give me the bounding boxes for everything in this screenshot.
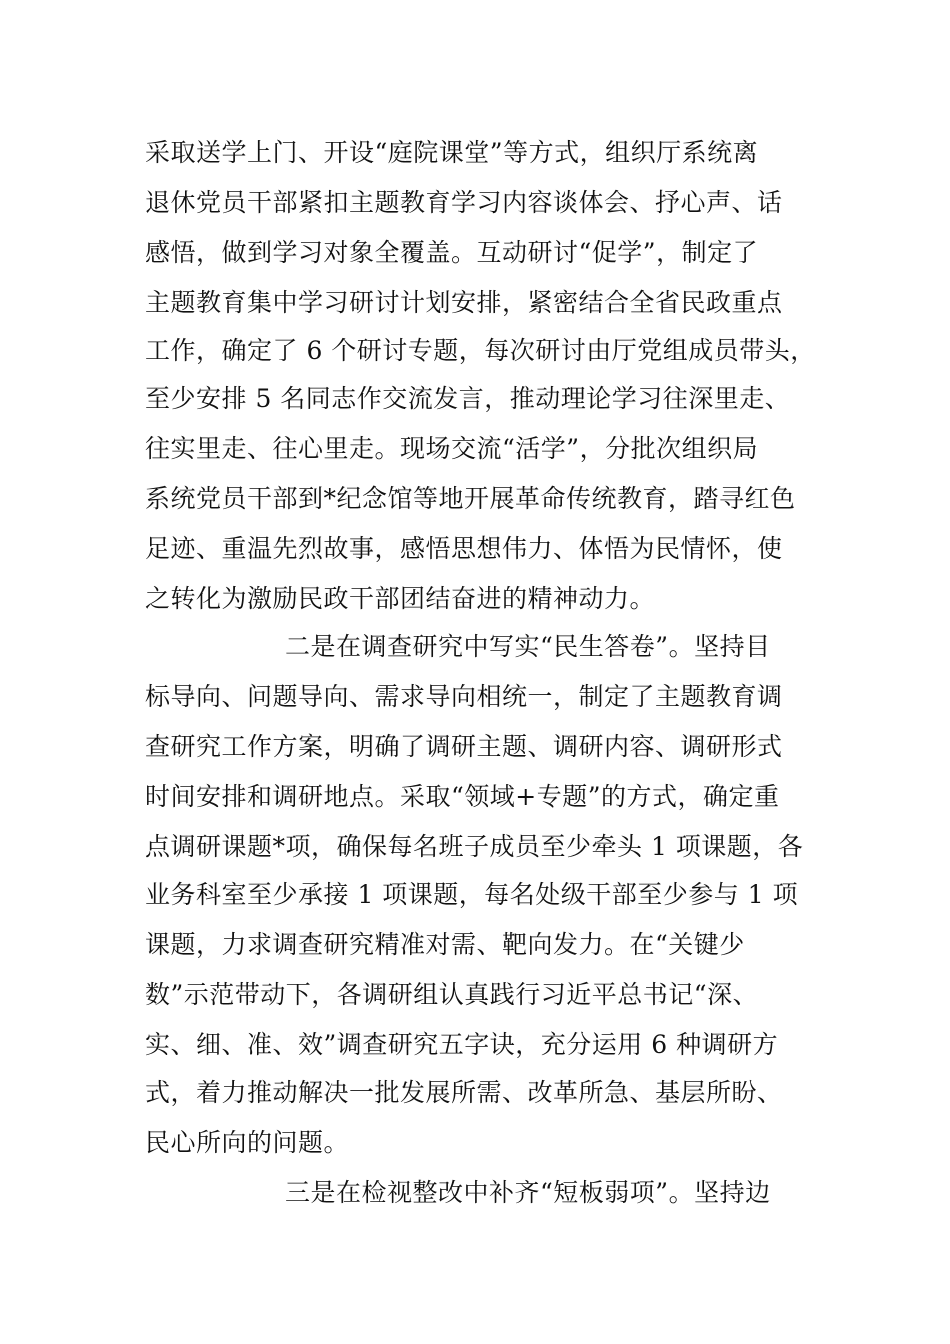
- paragraph-line: 数”示范带动下，各调研组认真践行习近平总书记“深、: [145, 980, 759, 1009]
- paragraph-line: 业务科室至少承接 1 项课题，每名处级干部至少参与 1 项: [145, 880, 799, 909]
- paragraph-line: 点调研课题*项，确保每名班子成员至少牵头 1 项课题，各: [145, 832, 804, 861]
- paragraph-line: 系统党员干部到*纪念馆等地开展革命传统教育，踏寻红色: [145, 484, 796, 513]
- paragraph-line: 采取送学上门、开设“庭院课堂”等方式，组织厅系统离: [145, 138, 759, 167]
- paragraph-line: 实、细、准、效”调查研究五字诀，充分运用 6 种调研方: [145, 1030, 779, 1059]
- paragraph-line: 主题教育集中学习研讨计划安排，紧密结合全省民政重点: [145, 288, 783, 317]
- section-heading-line: 二是在调查研究中写实“民生答卷”。坚持目: [285, 632, 771, 661]
- paragraph-line: 时间安排和调研地点。采取“领域+专题”的方式，确定重: [145, 782, 780, 811]
- paragraph-line: 感悟，做到学习对象全覆盖。互动研讨“促学”，制定了: [145, 238, 759, 267]
- paragraph-line: 足迹、重温先烈故事，感悟思想伟力、体悟为民情怀，使: [145, 534, 783, 563]
- paragraph-line: 工作，确定了 6 个研讨专题，每次研讨由厅党组成员带头，: [145, 336, 816, 365]
- paragraph-line: 至少安排 5 名同志作交流发言，推动理论学习往深里走、: [145, 384, 791, 413]
- paragraph-line: 民心所向的问题。: [145, 1128, 350, 1157]
- paragraph-line: 退休党员干部紧扣主题教育学习内容谈体会、抒心声、话: [145, 188, 783, 217]
- paragraph-line: 往实里走、往心里走。现场交流“活学”，分批次组织局: [145, 434, 759, 463]
- paragraph-line: 式，着力推动解决一批发展所需、改革所急、基层所盼、: [145, 1078, 783, 1107]
- paragraph-line: 之转化为激励民政干部团结奋进的精神动力。: [145, 584, 656, 613]
- paragraph-line: 标导向、问题导向、需求导向相统一，制定了主题教育调: [145, 682, 783, 711]
- paragraph-line: 课题，力求调查研究精准对需、靶向发力。在“关键少: [145, 930, 745, 959]
- paragraph-line: 查研究工作方案，明确了调研主题、调研内容、调研形式: [145, 732, 783, 761]
- section-heading-line: 三是在检视整改中补齐“短板弱项”。坚持边: [285, 1178, 771, 1207]
